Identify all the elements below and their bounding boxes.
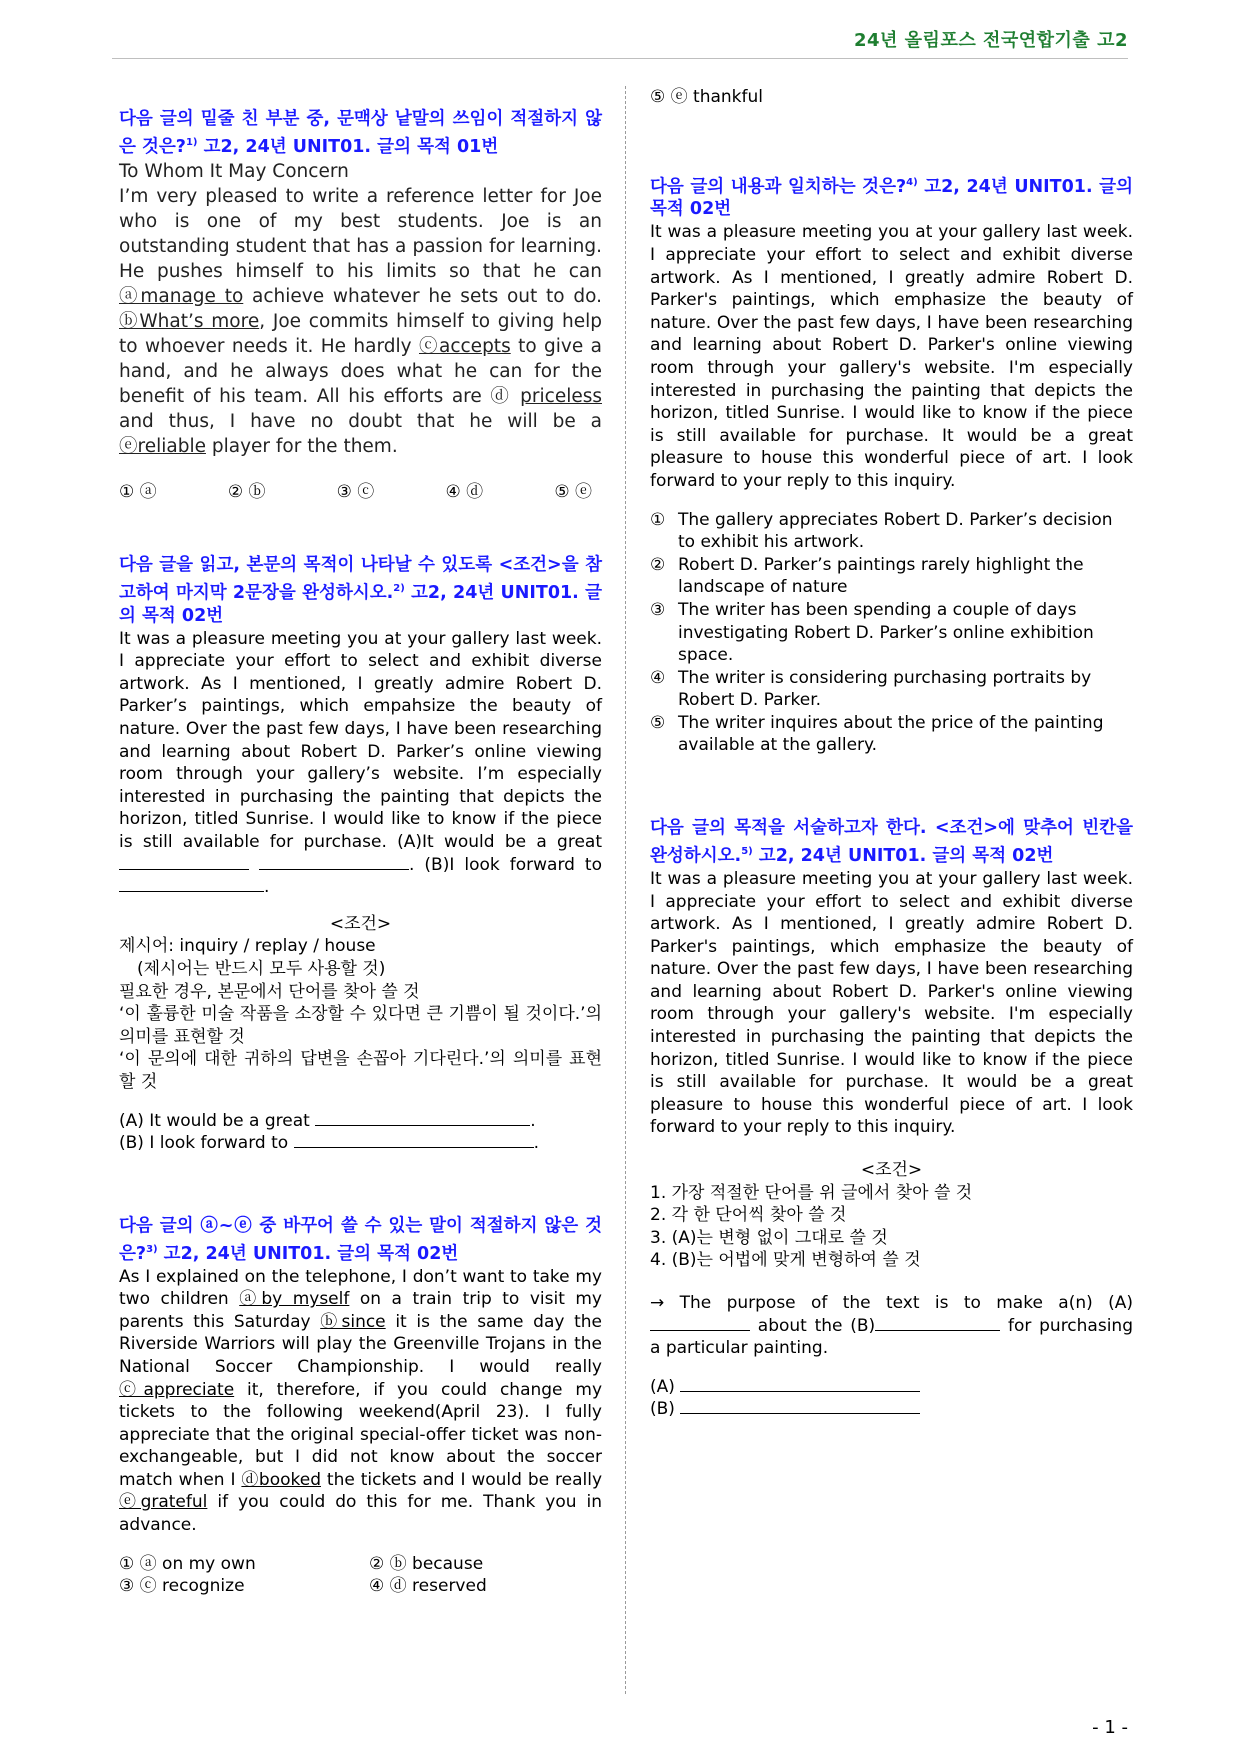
question-3-passage [119, 1266, 602, 1537]
choice-text: The writer is considering purchasing portraits by Robert D. Parker. [678, 667, 1092, 711]
underline-c: ⓒaccepts [419, 335, 511, 357]
answer-b-label: (B) I look forward to [119, 1133, 294, 1154]
underline-d: ⓓbooked [241, 1469, 321, 1490]
passage-text: on a train trip to visit my parents this Saturday [119, 1289, 602, 1332]
header-title: 24년 올림포스 전국연합기출 고2 [853, 30, 1128, 51]
answer-b-input[interactable] [294, 1133, 534, 1148]
answer-b-label: (B) [650, 1399, 681, 1420]
question-1-heading [119, 108, 602, 159]
answer-b: (B) I look forward to . [119, 1133, 539, 1154]
blank-a-1 [119, 855, 249, 870]
question-5-text: 다음 글의 목적을 서술하고자 한다. <조건>에 맞추어 빈칸을 완성하시오. [650, 818, 1133, 866]
question-4-choices [650, 509, 1133, 758]
question-4-source: 고2, 24년 UNIT01. 글의 목적 02번 [650, 176, 1133, 220]
question-2-answers [119, 1110, 602, 1155]
summary-blank-b[interactable] [875, 1316, 1000, 1331]
underline-e: ⓔreliable [119, 435, 206, 457]
column-divider [625, 86, 626, 1694]
left-column [119, 86, 602, 1598]
underline-d: priceless [520, 385, 602, 407]
choice-text: The writer inquires about the price of the painting available at the gallery. [678, 712, 1104, 756]
answer-b [650, 1398, 1133, 1421]
choice-5[interactable]: ⑤ ⓔ [554, 481, 592, 502]
condition-item: ‘이 문의에 대한 귀하의 답변을 손꼽아 기다린다.’의 의미를 표현할 것 [119, 1049, 602, 1092]
choice-2[interactable]: ② ⓑ because [369, 1553, 484, 1574]
passage-text: As I explained on the telephone, I don’t want to take my two children [119, 1266, 602, 1310]
summary-text: → The purpose of the text is to make a(n) (A) [650, 1293, 1133, 1313]
question-4-heading [650, 171, 1133, 222]
summary-text: about the (B) [750, 1315, 876, 1336]
footnote-ref: 3) [146, 1243, 158, 1255]
passage-text: It was a pleasure meeting you at your gallery last week. I appreciate your effort to select and exhibit diverse artwork. As I mentioned, I greatly admire Robert D. Parker’s paintings, which empahsize the beauty of nature. Over the past few days, I have been researching and learning about Robert D. Parker’s online viewing room through your gallery’s website. I’m especially interested in purchasing the painting that depicts the horizon, titled Sunrise. I would like to know if the piece is still available for purchase. (A)It would be a great [119, 628, 602, 852]
condition-item: 2. 각 한 단어씩 찾아 쓸 것 [650, 1205, 847, 1226]
answer-b-input[interactable] [680, 1399, 920, 1414]
choice-3[interactable]: ③ ⓒ [336, 481, 375, 502]
right-column [650, 86, 1133, 1421]
conditions-title: <조건> [329, 913, 392, 934]
condition-item: 필요한 경우, 본문에서 단어를 찾아 쓸 것 [119, 981, 420, 1002]
answer-a-input[interactable] [315, 1111, 530, 1126]
answer-a: (A) It would be a great . [119, 1110, 536, 1131]
choice-5[interactable] [650, 712, 1133, 757]
choice-1[interactable]: ① ⓐ on my own [119, 1553, 256, 1574]
question-1-passage [119, 184, 602, 459]
underline-c: ⓒappreciate [119, 1379, 235, 1400]
question-5-passage: It was a pleasure meeting you at your gallery last week. I appreciate your effort to select and exhibit diverse artwork. As I mentioned, I greatly admire Robert D. Parker's paintings, which emphasize the beauty of nature. Over the past few days, I have been researching and learning about Robert D. Parker's online viewing room through your gallery's website. I'm especially interested in purchasing the painting that depicts the horizon, titled Sunrise. I would like to know if the piece is still available for purchase. It would be a great pleasure to house this wonderful piece of art. I look forward to your reply to this inquiry. [650, 868, 1133, 1138]
passage-text: and thus, I have no doubt that he will be a [119, 410, 602, 432]
underline-a: ⓐmanage to [119, 285, 244, 307]
choice-2[interactable] [650, 554, 1133, 599]
choice-1[interactable] [650, 509, 1133, 554]
choice-number: ③ [650, 599, 666, 620]
choice-number: ⑤ [650, 712, 666, 733]
choice-4[interactable]: ④ ⓓ reserved [369, 1576, 487, 1597]
choice-4[interactable]: ④ ⓓ [445, 481, 484, 502]
passage-text: I’m very pleased to write a reference letter for Joe who is one of my best students. Joe is an outstanding student that has a passion for learning. He pushes himself to his limits so that he can [119, 185, 602, 282]
question-2-source: 고2, 24년 UNIT01. 글의 목적 02번 [119, 582, 602, 626]
condition-item: 1. 가장 적절한 단어를 위 글에서 찾아 쓸 것 [650, 1182, 973, 1203]
condition-keywords: 제시어: inquiry / replay / house [119, 936, 376, 957]
conditions [650, 1182, 1133, 1272]
answer-a [650, 1376, 1133, 1399]
choice-1[interactable]: ① ⓐ [119, 481, 157, 502]
underline-a: ⓐby myself [239, 1289, 350, 1310]
question-3 [119, 1215, 602, 1598]
passage-text: it, therefore, if you could change my tickets to the following weekend(April 23). I fully appreciate that the original special-offer ticket was non-exchangeable, but I did not know about the soccer match when I [119, 1379, 603, 1490]
passage-text: if you could do this for me. Thank you in advance. [119, 1492, 602, 1536]
choice-text: The gallery appreciates Robert D. Parker’s decision to exhibit his artwork. [678, 509, 1113, 553]
choice-2[interactable]: ② ⓑ [227, 481, 266, 502]
question-1 [119, 108, 602, 502]
conditions-title: <조건> [860, 1160, 923, 1181]
choice-number: ① [650, 509, 666, 530]
footnote-ref: 2) [393, 582, 405, 594]
underline-b: ⓑWhat’s more [119, 310, 260, 332]
question-5-answers [650, 1376, 1133, 1421]
summary-text: for purchasing a particular painting. [650, 1315, 1133, 1359]
passage-text: it is the same day the Riverside Warriors will play the Greenville Trojans in the National Soccer Championship. I would really [119, 1311, 602, 1377]
question-3-heading [119, 1215, 602, 1266]
question-1-choices [119, 477, 602, 502]
passage-text: to give a hand, and he always does what he can for the benefit of his team. All his efforts are ⓓ [119, 335, 602, 407]
choice-number: ② [650, 554, 666, 575]
footnote-ref: 5) [741, 846, 753, 858]
underline-e: ⓔgrateful [119, 1492, 208, 1513]
passage-text: achieve whatever he sets out to do. [243, 285, 602, 307]
conditions [119, 935, 602, 1093]
question-2-text: 다음 글을 읽고, 본문의 목적이 나타날 수 있도록 <조건>을 참고하여 마지막 2문장을 완성하시오. [119, 554, 602, 603]
question-2-heading [119, 554, 602, 628]
question-3-choices [119, 1553, 602, 1598]
question-4-text: 다음 글의 내용과 일치하는 것은? [650, 176, 907, 197]
answer-a-label: (A) [650, 1376, 681, 1397]
choice-number: ④ [650, 667, 666, 688]
passage-text: player for the them. [205, 435, 398, 457]
passage-text: . (B)I look forward to [409, 854, 603, 875]
passage-text: the tickets and I would be really [321, 1469, 603, 1490]
underline-b: ⓑsince [320, 1311, 386, 1332]
question-5-source: 고2, 24년 UNIT01. 글의 목적 02번 [752, 845, 1054, 866]
question-5 [650, 817, 1133, 1421]
condition-note: (제시어는 반드시 모두 사용할 것) [137, 958, 386, 979]
summary-blank-a[interactable] [650, 1316, 750, 1331]
answer-a-input[interactable] [680, 1377, 920, 1392]
question-1-source: 고2, 24년 UNIT01. 글의 목적 01번 [197, 136, 499, 157]
condition-item: 3. (A)는 변형 없이 그대로 쓸 것 [650, 1227, 888, 1248]
question-3-text: 다음 글의 ⓐ~ⓔ 중 바꾸어 쓸 수 있는 말이 적절하지 않은 것은? [119, 1215, 602, 1264]
passage-text: , Joe commits himself to giving help to whoever needs it. He hardly [119, 310, 602, 357]
question-2-passage: It was a pleasure meeting you at your gallery last week. I appreciate your effort to select and exhibit diverse artwork. As I mentioned, I greatly admire Robert D. Parker’s paintings, which empahsize the beauty of nature. Over the past few days, I have been researching and learning about Robert D. Parker’s online viewing room through your gallery’s website. I’m especially interested in purchasing the painting that depicts the horizon, titled Sunrise. I would like to know if the piece is still available for purchase. (A)It would be a great . (B)I look forward to . [119, 628, 603, 898]
question-1-salutation: To Whom It May Concern [119, 160, 349, 182]
blank-a-2 [259, 855, 409, 870]
answer-a-label: (A) It would be a great [119, 1110, 316, 1131]
footnote-ref: 4) [906, 176, 918, 188]
choice-text: Robert D. Parker’s paintings rarely highlight the landscape of nature [678, 554, 1084, 598]
question-1-text: 다음 글의 밑줄 친 부분 중, 문맥상 낱말의 쓰임이 적절하지 않은 것은? [119, 109, 602, 157]
question-2 [119, 554, 602, 1155]
question-3-source: 고2, 24년 UNIT01. 글의 목적 02번 [157, 1243, 459, 1264]
choice-4[interactable] [650, 667, 1133, 712]
choice-3[interactable]: ③ ⓒ recognize [119, 1576, 245, 1597]
header-rule [112, 58, 1128, 59]
page-number: - 1 - [1092, 1717, 1128, 1738]
question-5-summary [650, 1292, 1133, 1360]
condition-item: 4. (B)는 어법에 맞게 변형하여 쓸 것 [650, 1250, 921, 1271]
blank-b [119, 877, 264, 892]
question-3-choice-5[interactable]: ⑤ ⓔ thankful [650, 87, 764, 107]
question-4 [650, 171, 1133, 757]
choice-3[interactable] [650, 599, 1133, 667]
choice-text: The writer has been spending a couple of days investigating Robert D. Parker’s online exhibition space. [678, 599, 1094, 666]
condition-item: ‘이 훌륭한 미술 작품을 소장할 수 있다면 큰 기쁨이 될 것이다.’의 의미를 표현할 것 [119, 1004, 602, 1047]
footnote-ref: 1) [185, 137, 198, 148]
question-4-passage: It was a pleasure meeting you at your gallery last week. I appreciate your effort to select and exhibit diverse artwork. As I mentioned, I greatly admire Robert D. Parker's paintings, which emphasize the beauty of nature. Over the past few days, I have been researching and learning about Robert D. Parker's online viewing room through your gallery's website. I'm especially interested in purchasing the painting that depicts the horizon, titled Sunrise. I would like to know if the piece is still available for purchase. It would be a great pleasure to house this wonderful piece of art. I look forward to your reply to this inquiry. [650, 222, 1133, 491]
question-5-heading [650, 817, 1133, 868]
